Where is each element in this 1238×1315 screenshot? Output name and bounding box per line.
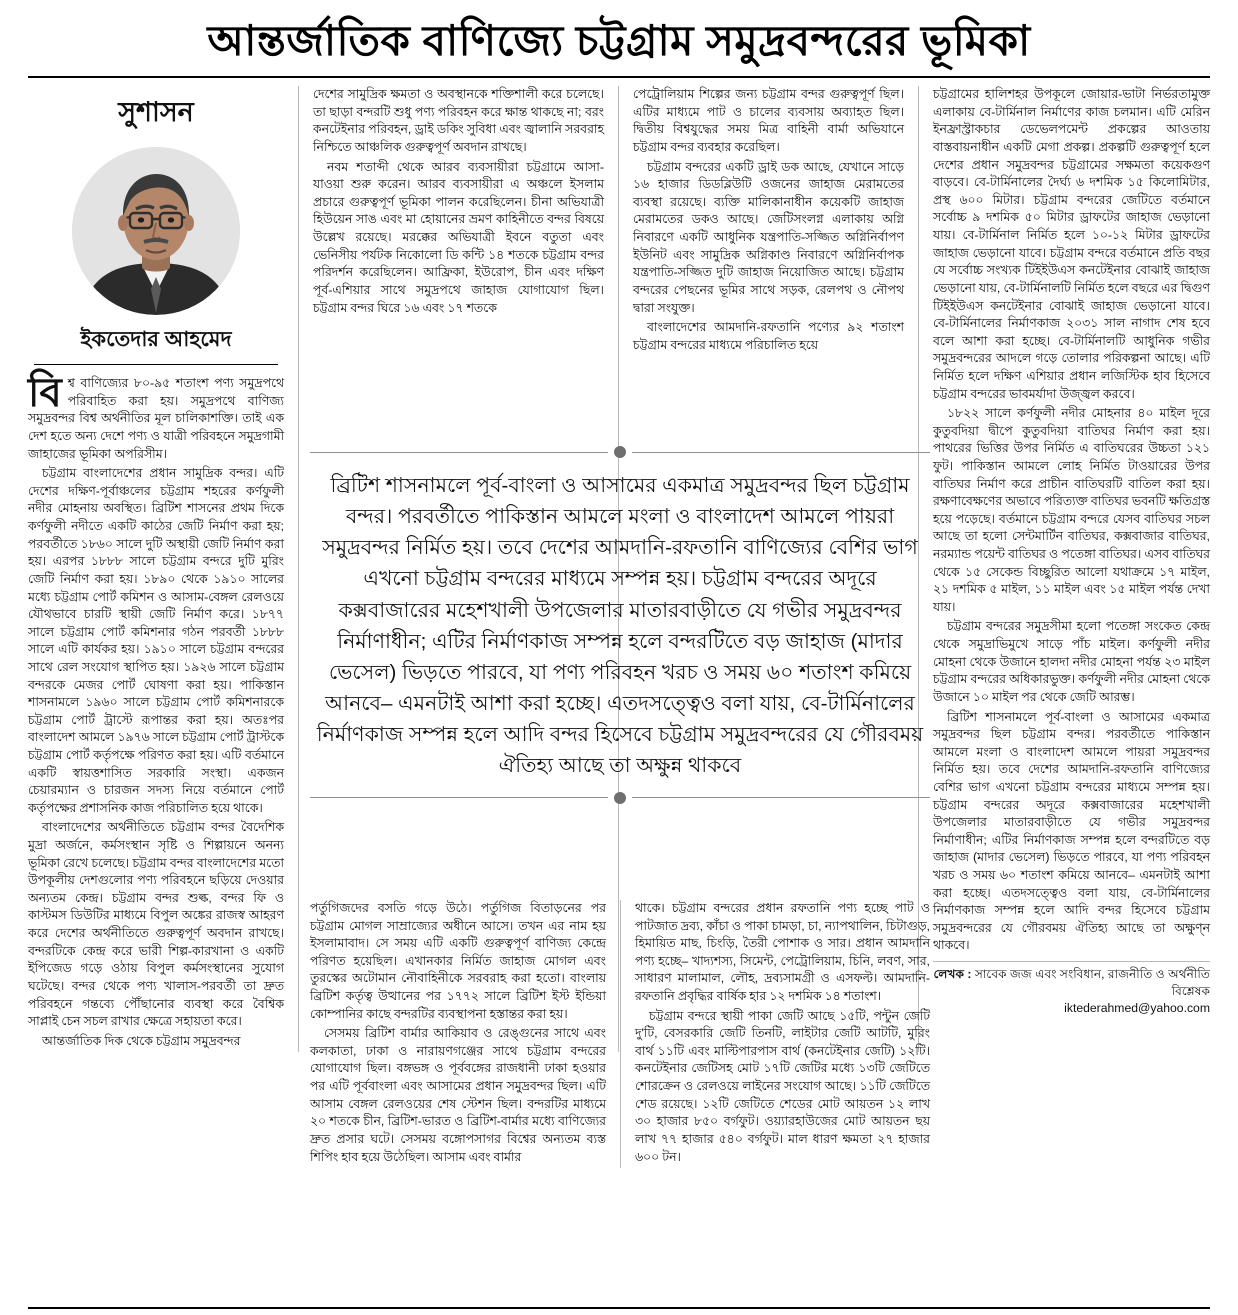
paragraph: ব্রিটিশ শাসনামলে পূর্ব-বাংলা ও আসামের একমাত্র সমুদ্রবন্দর ছিল চট্টগ্রাম বন্দর। পরবর্তীতে পাকিস্তান আমলে মংলা ও বাংলাদেশ আমলে পায়রা সমুদ্রবন্দর নির্মিত হয়। তবে দেশের আমদানি-রফতানি বাণিজ্যের বেশির ভাগ এখনো চট্টগ্রাম বন্দরের মাধ্যমে সম্পন্ন হয়। চট্টগ্রাম বন্দরের অদূরে কক্সবাজারের মহেশখালী উপজেলার মাতারবাড়ীতে যে গভীর সমুদ্রবন্দর নির্মাণাধীন; এটির নির্মাণকাজ সম্পন্ন হলে বন্দরটিতে বড় জাহাজ (মাদার ভেসেল) ভিড়তে পারবে, যা পণ্য পরিবহন খরচ ও সময় ৬০ শতাংশ কমিয়ে আনবে– এমনটাই আশা করা হচ্ছে। এতদসত্ত্বেও বলা যায়, বে-টার্মিনালের নির্মাণকাজ সম্পন্ন হলে আদি বন্দর হিসেবে চট্টগ্রাম সমুদ্রবন্দরের যে গৌরবময় ঐতিহ্য আছে তা অক্ষুণ্ন থাকবে।: [933, 709, 1210, 953]
author-footnote: [933, 961, 1210, 1017]
section-title: সুশাসন: [118, 97, 194, 128]
byline-divider: [34, 364, 278, 365]
column-one: [28, 86, 298, 1052]
portrait-illustration: [72, 147, 240, 315]
footnote-text: সাবেক জজ এবং সংবিধান, রাজনীতি ও অর্থনীতি বিশ্লেষক: [974, 967, 1210, 999]
paragraph: চট্টগ্রাম বাংলাদেশের প্রধান সামুদ্রিক বন্দর। এটি দেশের দক্ষিণ-পূর্বাঞ্চলের চট্টগ্রাম শহরের কর্ণফুলী নদীর মোহনায় অবস্থিত। ব্রিটিশ শাসনের প্রথম দিকে কর্ণফুলী নদীতে একটি কাঠের জেটি নির্মাণ করা হয়; পরবর্তীতে ১৮৬০ সালে দুটি অস্থায়ী জেটি নির্মাণ করা হয়। এরপর ১৮৮৮ সালে চট্টগ্রাম বন্দরে দুটি মুরিং জেটি নির্মাণ করা হয়। ১৮৯০ থেকে ১৯১০ সালের মধ্যে চট্টগ্রাম পোর্ট কমিশন ও আসাম-বেঙ্গল রেলওয়ে যৌথভাবে চারটি স্থায়ী জেটি নির্মাণ করে। ১৮৭৭ সালে চট্টগ্রাম পোর্ট কমিশনার গঠন পরবর্তী ১৮৮৮ সালে এটি কার্যকর হয়। ১৯১০ সালে চট্টগ্রাম বন্দরের সাথে রেল সংযোগ স্থাপিত হয়। ১৯২৬ সালে চট্টগ্রাম বন্দরকে মেজর পোর্ট ঘোষণা করা হয়। পাকিস্তান শাসনামলে ১৯৬০ সালে চট্টগ্রাম পোর্ট কমিশনারকে চট্টগ্রাম পোর্ট ট্রাস্টে রূপান্তর করা হয়। অতঃপর বাংলাদেশ আমলে ১৯৭৬ সালে চট্টগ্রাম পোর্ট ট্রাস্টকে চট্টগ্রাম পোর্ট কর্তৃপক্ষে পরিণত করা হয়। এটি বর্তমানে একটি স্বায়ত্তশাসিত সরকারি সংস্থা। একজন চেয়ারম্যান ও চারজন সদস্য নিয়ে বর্তমানে পোর্ট কর্তৃপক্ষের প্রশাসনিক কাজ পরিচালিত হয়ে থাকে।: [28, 466, 284, 815]
avatar: [72, 147, 240, 315]
pull-quote-block: [310, 446, 930, 804]
pull-quote-bottom-separator: [310, 792, 930, 804]
paragraph: চট্টগ্রাম বন্দরে স্থায়ী পাকা জেটি আছে ১৫টি, পন্টুন জেটি দু'টি, বেসরকারি জেটি তিনটি, লাইটার জেটি আটটি, মুরিং বার্থ ১১টি এবং মাল্টিপারপাস বার্থ (কনটেইনার জেটি) ১২টি। কনটেইনার জেটিসহ মোট ১৭টি জেটির মধ্যে ১৩টি জেটিতে শোরক্রেন ও রেলওয়ে লাইনের সংযোগ আছে। ১১টি জেটিতে শেড রয়েছে। ১২টি জেটিতে শেডের মোট আয়তন ১২ লাখ ৩০ হাজার ৮৫০ বর্গফুট। ওয়্যারহাউজের মোট আয়তন ছয় লাখ ৭৭ হাজার ৫৪০ বর্গফুট। মাল ধারণ ক্ষমতা ২৭ হাজার ৬০০ টন।: [635, 1008, 930, 1164]
separator-dot-icon: [614, 446, 626, 458]
separator-line: [632, 797, 930, 798]
drop-cap: বি: [28, 371, 62, 416]
paragraph: ১৮২২ সালে কর্ণফুলী নদীর মোহনার ৪০ মাইল দূরে কুতুবদিয়া দ্বীপে কুতুবদিয়া বাতিঘর নির্মাণ করা হয়। পাথরের ভিত্তির উপর নির্মিত এ বাতিঘরের উচ্চতা ১২১ ফুট। পাকিস্তান আমলে লোহ নির্মিত টাওয়ারের উপর বাতিঘর নির্মাণ করে প্রাচীন বাতিঘরটি বাতিল করা হয়। রক্ষণাবেক্ষণের অভাবে পরিত্যক্ত বাতিঘর ভবনটি ক্ষতিগ্রস্ত হয়ে পড়েছে। বর্তমানে চট্টগ্রাম বন্দরে যেসব বাতিঘর সচল আছে তা হলো সেন্টমার্টিন বাতিঘর, কক্সবাজার বাতিঘর, নরম্যান্ড পয়েন্ট বাতিঘর ও পতেঙ্গা বাতিঘর। এসব বাতিঘর থেকে ১৫ সেকেন্ড বিচ্ছুরিত আলো যথাক্রমে ১৭ মাইল, ২১ দশমিক ৫ মাইল, ১১ মাইল এবং ১৫ মাইল পর্যন্ত দেখা যায়।: [933, 406, 1210, 614]
pull-quote-text: ব্রিটিশ শাসনামলে পূর্ব-বাংলা ও আসামের একমাত্র সমুদ্রবন্দর ছিল চট্টগ্রাম বন্দর। পরবর্তীতে পাকিস্তান আমলে মংলা ও বাংলাদেশ আমলে পায়রা সমুদ্রবন্দর নির্মিত হয়। তবে দেশের আমদানি-রফতানি বাণিজ্যের বেশির ভাগ এখনো চট্টগ্রাম বন্দরের মাধ্যমে সম্পন্ন হয়। চট্টগ্রাম বন্দরের অদূরে কক্সবাজারের মহেশখালী উপজেলার মাতারবাড়ীতে যে গভীর সমুদ্রবন্দর নির্মাণাধীন; এটির নির্মাণকাজ সম্পন্ন হলে বন্দরটিতে বড় জাহাজ (মাদার ভেসেল) ভিড়তে পারবে, যা পণ্য পরিবহন খরচ ও সময় ৬০ শতাংশ কমিয়ে আনবে– এমনটাই আশা করা হচ্ছে। এতদসত্ত্বেও বলা যায়, বে-টার্মিনালের নির্মাণকাজ সম্পন্ন হলে আদি বন্দর হিসেবে চট্টগ্রাম সমুদ্রবন্দরের যে গৌরবময় ঐতিহ্য আছে তা অক্ষুন্ন থাকবে: [316, 474, 924, 778]
lower-columns: [310, 900, 930, 1168]
paragraph: বাংলাদেশের আমদানি-রফতানি পণ্যের ৯২ শতাংশ চট্টগ্রাম বন্দরের মাধ্যমে পরিচালিত হয়ে: [633, 320, 904, 352]
column-four: [918, 86, 1210, 1052]
paragraph: আন্তর্জাতিক দিক থেকে চট্টগ্রাম সমুদ্রবন্দর: [42, 1033, 241, 1048]
separator-line: [310, 797, 608, 798]
separator-line: [310, 452, 608, 453]
page-title: আন্তর্জাতিক বাণিজ্যে চট্টগ্রাম সমুদ্রবন্দরের ভূমিকা: [207, 17, 1031, 64]
pull-quote-top-separator: [310, 446, 930, 458]
paragraph: চট্টগ্রাম বন্দরের সমুদ্রসীমা হলো পতেঙ্গা সংকেত কেন্দ্র থেকে সমুদ্রাভিমুখে সাড়ে পাঁচ মাইল। কর্ণফুলী নদীর মোহনা থেকে উজানে হালদা নদীর মোহনা পর্যন্ত ২৩ মাইল চট্টগ্রাম বন্দরের অধিকারভুক্ত। কর্ণফুলী নদীর মোহনা থেকে উজানে ১০ মাইল পর থেকে জেটি আরম্ভ।: [933, 619, 1210, 704]
footnote-email[interactable]: iktederahmed@yahoo.com: [1064, 1001, 1210, 1016]
paragraph: বাংলাদেশের অর্থনীতিতে চট্টগ্রাম বন্দর বৈদেশিক মুদ্রা অর্জনে, কর্মসংস্থান সৃষ্টি ও শিল্পায়নে অনন্য ভূমিকা রেখে চলেছে। চট্টগ্রাম বন্দর বাংলাদেশের মতো উপকূলীয় দেশগুলোর পণ্য পরিবহনে ছড়িয়ে দেওয়ার অন্যতম কেন্দ্র। চট্টগ্রাম বন্দর শুল্ক, বন্দর ফি ও কাস্টমস ডিউটির মাধ্যমে বিপুল অঙ্কের রাজস্ব আহরণ করে দেশের অর্থনীতিতে গুরুত্বপূর্ণ অবদান রাখছে। বন্দরটিকে কেন্দ্র করে ভারী শিল্প-কারখানা ও একটি ইপিজেড গড়ে ওঠায় বিপুল কর্মসংস্থানের সুযোগ ঘটেছে। বন্দর থেকে পণ্য খালাস-পরবর্তী তা দ্রুত পরিবহনে গন্তব্যে পৌঁছানোর ব্যবস্থা করে বৈশ্বিক সাপ্লাই চেন সচল রাখার ক্ষেত্রে সহায়তা করে।: [28, 820, 284, 1029]
paragraph: থাকে। চট্টগ্রাম বন্দরের প্রধান রফতানি পণ্য হচ্ছে পাট ও পাটজাত দ্রব্য, কাঁচা ও পাকা চামড়া, চা, ন্যাপথালিন, চিটাগুড়, হিমায়িত মাছ, চিংড়ি, তৈরী পোশাক ও সার। প্রধান আমদানি পণ্য হচ্ছে– খাদ্যশস্য, সিমেন্ট, পেট্রোলিয়াম, চিনি, লবণ, সার, সাধারণ মালামাল, লৌহ, দ্রব্যসামগ্রী ও এসফল্ট। আমদানি-রফতানি প্রবৃদ্ধির বার্ষিক হার ১২ দশমিক ১৪ শতাংশ।: [635, 901, 930, 1004]
lead-paragraph: [28, 371, 284, 463]
paragraph: নবম শতাব্দী থেকে আরব ব্যবসায়ীরা চট্টগ্রামে আসা-যাওয়া শুরু করেন। আরব ব্যবসায়ীরা এ অঞ্চলে ইসলাম প্রচারে গুরুত্বপূর্ণ ভূমিকা পালন করেছিলেন। চীনা অভিযাত্রী হিউয়েন সাঙ এবং মা হোয়ানের ভ্রমণ কাহিনীতে বন্দর বিষয়ে উল্লেখ রয়েছে। মরক্কের অভিযাত্রী ইবনে বতুতা এবং ভেনিসীয় পর্যটক নিকোলো ডি কন্টি ১৪ শতকে চট্টগ্রাম বন্দর পরিদর্শন করেছিলেন। আফ্রিকা, ইউরোপ, চীন এবং দক্ষিণ পূর্ব-এশিয়ার সাথে সমুদ্রপথে জাহাজ যোগাযোগ ছিল। চট্টগ্রাম বন্দর ঘিরে ১৬ এবং ১৭ শতকে: [313, 159, 604, 315]
lower-column-left: [310, 900, 620, 1168]
lower-column-right: [620, 900, 930, 1168]
paragraph: সেসময় ব্রিটিশ বার্মার আকিয়াব ও রেঙ্গুনের সাথে এবং কলকাতা, ঢাকা ও নারায়ণগঞ্জের সাথে চট্টগ্রাম বন্দরের যোগাযোগ ছিল। বঙ্গভঙ্গ ও পূর্ববঙ্গের রাজধানী ঢাকা হওয়ার পর এটি পূর্ববাংলা এবং আসামের প্রধান সমুদ্রবন্দর ছিল। এটি আসাম বেঙ্গল রেলওয়ের শেষ স্টেশন ছিল। বন্দরটির মাধ্যমে ২০ শতকে চীন, ব্রিটিশ-ভারত ও ব্রিটিশ-বার্মার মধ্যে বাণিজ্যের দ্রুত প্রসার ঘটে। সেসময় বঙ্গোপসাগর বিশ্বের অন্যতম ব্যস্ত শিপিং হাব হয়ে উঠেছিল। আসাম এবং বার্মার: [310, 1026, 606, 1164]
paragraph: চট্টগ্রামের হালিশহর উপকূলে জোয়ার-ভাটা নির্ভরতামুক্ত এলাকায় বে-টার্মিনাল নির্মাণের কাজ চলমান। এটি মেরিন ইনফ্রাস্ট্রাকচার ডেভেলপমেন্ট প্রকল্পের আওতায় বাস্তবায়নাধীন একটি মেগা প্রকল্প। প্রকল্পটি গুরুত্বপূর্ণ হলে দেশের প্রধান সমুদ্রবন্দর চট্টগ্রামের সক্ষমতা কয়েকগুণ বাড়বে। বে-টার্মিনালের দৈর্ঘ্য ৬ দশমিক ১৫ কিলোমিটার, প্রস্থ ৬০০ মিটার। চট্টগ্রাম বন্দরের জেটিতে বর্তমানে সর্বোচ্চ ৯ দশমিক ৫০ মিটার ড্রাফটের জাহাজ ভেড়ানো যায়। বে-টার্মিনাল নির্মিত হলে ১০-১২ মিটার ড্রাফটের জাহাজ ভেড়ানো যাবে। চট্টগ্রাম বন্দরে বর্তমানে প্রতি বছর যে সর্বোচ্চ সংখ্যক টিইইউএস কনটেইনার বোঝাই জাহাজ ভেড়ানো যায়, বে-টার্মিনালটি নির্মিত হলে বছরে এর দ্বিগুণ টিইইউএস কনটেইনার বোঝাই জাহাজ ভেড়ানো যাবে। বে-টার্মিনালের নির্মাণকাজ ২০৩১ সাল নাগাদ শেষ হবে বলে আশা করা হচ্ছে। বে-টার্মিনালটি আধুনিক গভীর সমুদ্রবন্দরের আদলে গড়ে তোলার পরিকল্পনা আছে। এটি নির্মিত হলে দক্ষিণ এশিয়ার প্রধান লজিস্টিক হাব হিসেবে চট্টগ্রাম বন্দরের ভাবমর্যাদা উজ্জ্বল করবে।: [933, 87, 1210, 401]
separator-line: [632, 452, 930, 453]
paragraph: চট্টগ্রাম বন্দরের একটি ড্রাই ডক আছে, যেখানে সাড়ে ১৬ হাজার ডিডব্লিউটি ওজনের জাহাজ মেরামতের ব্যবস্থা রয়েছে। ব্যক্তি মালিকানাধীন কয়েকটি জাহাজ মেরামতের ডকও আছে। জেটিসংলগ্ন এলাকায় অগ্নি নিবারণে একটি আধুনিক যন্ত্রপাতি-সজ্জিত অগ্নিনির্বাপণ ইউনিট এবং সামুদ্রিক অগ্নিকাণ্ড নিবারণে অগ্নিনির্বাপক যন্ত্রপাতি-সজ্জিত দুটি জাহাজ নিয়োজিত আছে। চট্টগ্রাম বন্দরের পেছনের ভূমির সাথে সড়ক, রেলপথ ও নৌপথ দ্বারা সংযুক্ত।: [633, 159, 904, 315]
lead-paragraph-text: শ্ব বাণিজ্যের ৮০-৯৫ শতাংশ পণ্য সমুদ্রপথে পরিবাহিত করা হয়। সমুদ্রপথে বাণিজ্য সমুদ্রবন্দর বিশ্ব অর্থনীতির মূল চালিকাশক্তি। তাই এক দেশ হতে অন্য দেশে পণ্য ও যাত্রী পরিবহনে সমুদ্রগামী জাহাজের ভূমিকা অপরিসীম।: [28, 376, 284, 461]
author-name: ইকতেদার আহমেদ: [80, 328, 232, 352]
footer-divider: [28, 1307, 1210, 1309]
separator-dot-icon: [614, 792, 626, 804]
paragraph: দেশের সামুদ্রিক ক্ষমতা ও অবস্থানকে শক্তিশালী করে চলেছে। তা ছাড়া বন্দরটি শুধু পণ্য পরিবহন করে ক্ষান্ত থাকছে না; বরং কনটেইনার পরিবহন, ড্রাই ডকিং সুবিধা এবং জ্বালানি সরবরাহ নিশ্চিতে আঞ্চলিক গুরুত্বপূর্ণ অবদান রাখছে।: [313, 87, 604, 155]
author-portrait-wrap: [28, 147, 284, 315]
paragraph: পেট্রোলিয়াম শিল্পের জন্য চট্টগ্রাম বন্দর গুরুত্বপূর্ণ ছিল। এটির মাধ্যমে পাট ও চালের ব্যবসায় অব্যাহত ছিল। দ্বিতীয় বিশ্বযুদ্ধের সময় মিত্র বাহিনী বার্মা অভিযানে চট্টগ্রাম বন্দর ব্যবহার করেছিল।: [633, 87, 904, 155]
footnote-label: লেখক :: [933, 967, 972, 982]
paragraph: পর্তুগিজদের বসতি গড়ে উঠে। পর্তুগিজ বিতাড়নের পর চট্টগ্রাম মোগল সাম্রাজ্যের অধীনে আসে। তখন এর নাম হয় ইসলামাবাদ। সে সময় এটি একটি গুরুত্বপূর্ণ বাণিজ্য কেন্দ্রে পরিণত হয়েছিল। এখানকার নির্মিত জাহাজ মোগল এবং তুরস্কের অটোমান নৌবাহিনীকে সরবরাহ করা হতো। বাংলায় ব্রিটিশ কর্তৃত্ব উত্থানের পর ১৭৭২ সালে ব্রিটিশ ইস্ট ইন্ডিয়া কোম্পানির কাছে বন্দরটির ব্যবস্থাপনা হস্তান্তর করা হয়।: [310, 901, 606, 1021]
